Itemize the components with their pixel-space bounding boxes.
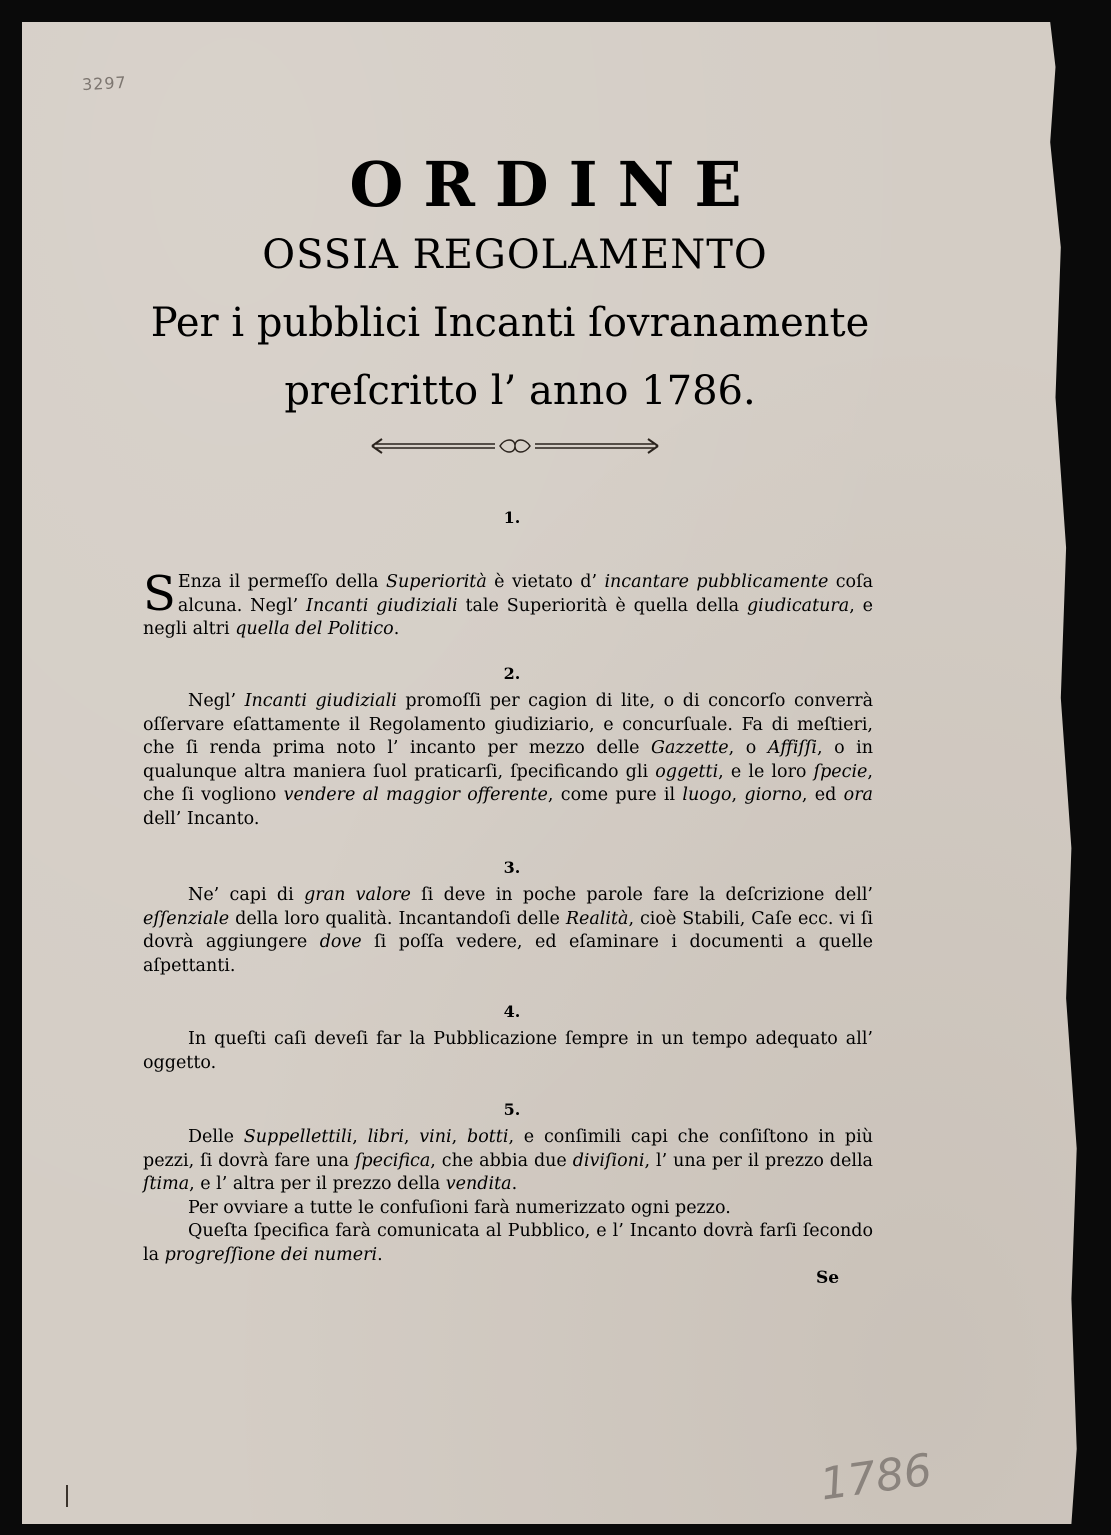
section-2-paragraph: Negl’ Incanti giudiziali promoſſi per cagion di lite, o di concorſo converrà oſſervare eſattamente il Regolamento giudiziario, e concurſuale. Fa di meſtieri, che ſi renda prima noto l’ incanto per mezzo delle Gazzette, o Affiſſi, o in qualunque altra maniera ſuol praticarſi, ſpecificando gli oggetti, e le loro ſpecie, che ſi vogliono vendere al maggior offerente, come pure il luogo, giorno, ed ora dell’ Incanto. [143, 691, 874, 829]
title-prescritto: preſcritto l’ anno 1786. [284, 368, 756, 414]
section-5-paragraph: Delle Suppellettili, libri, vini, botti, e conſimili capi che conſiſtono in più pezzi, ſi dovrà fare una ſpecifica, che abbia due diviſioni, l’ una per il prezzo della ſtima, e l’ altra per il prezzo della vendita. Per ovviare a tutte le confuſioni farà numerizzato ogni pezzo. Queſta ſpecifica farà comunicata al Pubblico, e l’ Incanto dovrà farſi ſecondo la progreſſione dei numeri. [143, 1127, 873, 1265]
section-number-5: 5. [503, 1100, 521, 1119]
section-1-text: Enza il permeſſo della Superiorità è vietato d’ incantare pubblicamente coſa alcuna. Negl’ Incanti giudiziali tale Superiorità è quella della giudicatura, e negli altri quella del Politico. [143, 572, 874, 639]
title-pubblici-incanti: Per i pubblici Incanti ſovranamente [150, 300, 870, 346]
ornament-divider [370, 436, 660, 456]
year-annotation: 1786 [816, 1444, 935, 1511]
archive-number-annotation: 3297 [81, 72, 128, 95]
title-ossia-regolamento: OSSIA REGOLAMENTO [262, 232, 768, 278]
title-ordine: ORDINE [349, 148, 762, 221]
margin-mark [66, 1485, 68, 1507]
section-number-2: 2. [503, 664, 521, 683]
section-number-4: 4. [503, 1002, 521, 1021]
section-number-1: 1. [503, 508, 521, 527]
section-3-paragraph: Ne’ capi di gran valore ſi deve in poche parole fare la deſcrizione dell’ eſſenziale della loro qualità. Incantandoſi delle Realità, cioè Stabili, Caſe ecc. vi ſi dovrà aggiungere dove ſi poſſa vedere, ed eſaminare i documenti a quelle aſpettanti. [143, 885, 873, 976]
catchword: Se [816, 1268, 840, 1288]
dropcap-s: S [143, 566, 176, 622]
section-number-3: 3. [503, 858, 521, 877]
section-4-paragraph: In queſti caſi deveſi far la Pubblicazione ſempre in un tempo adequato all’ oggetto. [143, 1029, 873, 1073]
section-1-paragraph [143, 566, 874, 642]
